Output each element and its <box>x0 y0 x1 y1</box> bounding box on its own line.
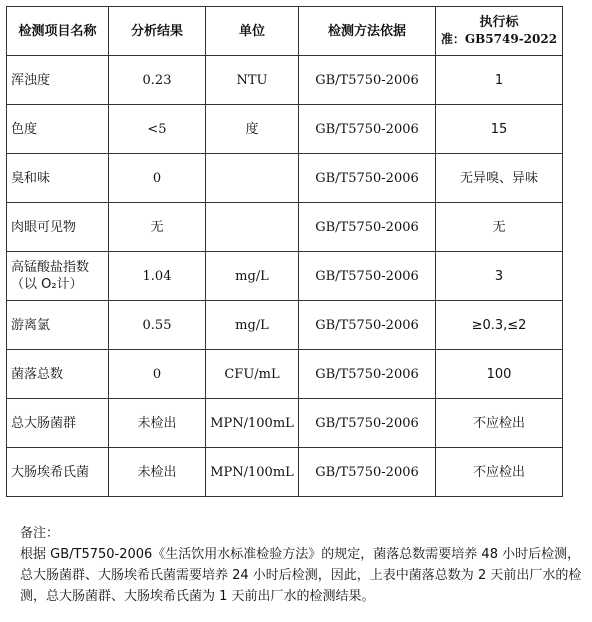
cell-standard: 不应检出 <box>436 448 563 497</box>
table-row <box>7 399 563 448</box>
table-row <box>7 301 563 350</box>
cell-standard: 100 <box>436 350 563 399</box>
cell-unit: MPN/100mL <box>206 448 299 497</box>
header-standard <box>436 7 563 56</box>
cell-standard: ≥0.3,≤2 <box>436 301 563 350</box>
cell-unit <box>206 154 299 203</box>
cell-unit <box>206 203 299 252</box>
table-row <box>7 203 563 252</box>
cell-item-name: 臭和味 <box>7 154 109 203</box>
table-row <box>7 350 563 399</box>
table-header-row <box>7 7 563 56</box>
cell-method: GB/T5750-2006 <box>299 105 436 154</box>
cell-result: 1.04 <box>109 252 206 301</box>
header-standard-line2: 准：GB5749-2022 <box>440 32 558 46</box>
table-row <box>7 105 563 154</box>
cell-result: 0.23 <box>109 56 206 105</box>
cell-method: GB/T5750-2006 <box>299 154 436 203</box>
cell-result: 0 <box>109 350 206 399</box>
cell-unit: CFU/mL <box>206 350 299 399</box>
cell-standard: 无异嗅、异味 <box>436 154 563 203</box>
cell-result: 0 <box>109 154 206 203</box>
header-result: 分析结果 <box>109 7 206 56</box>
cell-method: GB/T5750-2006 <box>299 56 436 105</box>
cell-item-name-line2: （以 O₂计） <box>11 277 83 292</box>
cell-standard: 不应检出 <box>436 399 563 448</box>
header-method: 检测方法依据 <box>299 7 436 56</box>
header-standard-line1: 执行标 <box>479 15 519 30</box>
notes-heading: 备注： <box>20 526 60 541</box>
cell-item-name <box>7 252 109 301</box>
cell-method: GB/T5750-2006 <box>299 448 436 497</box>
cell-method: GB/T5750-2006 <box>299 301 436 350</box>
notes-section <box>20 523 585 607</box>
cell-standard: 无 <box>436 203 563 252</box>
cell-result: 0.55 <box>109 301 206 350</box>
cell-unit: MPN/100mL <box>206 399 299 448</box>
notes-body: 根据 GB/T5750-2006《生活饮用水标准检验方法》的规定，菌落总数需要培养 48 小时后检测，总大肠菌群、大肠埃希氏菌需要培养 24 小时后检测，因此，上表中菌落总数为 2 天前出厂水的检测，总大肠菌群、大肠埃希氏菌为 1 天前出厂水的检测结果。 <box>20 547 582 604</box>
cell-unit: 度 <box>206 105 299 154</box>
table-row <box>7 154 563 203</box>
table-row <box>7 56 563 105</box>
cell-item-name: 游离氯 <box>7 301 109 350</box>
cell-method: GB/T5750-2006 <box>299 203 436 252</box>
cell-result: 未检出 <box>109 399 206 448</box>
cell-standard: 1 <box>436 56 563 105</box>
cell-method: GB/T5750-2006 <box>299 252 436 301</box>
cell-standard: 3 <box>436 252 563 301</box>
cell-method: GB/T5750-2006 <box>299 350 436 399</box>
table-row <box>7 252 563 301</box>
header-unit: 单位 <box>206 7 299 56</box>
cell-item-name: 总大肠菌群 <box>7 399 109 448</box>
results-table <box>6 6 563 497</box>
table-row <box>7 448 563 497</box>
cell-unit: NTU <box>206 56 299 105</box>
cell-unit: mg/L <box>206 301 299 350</box>
cell-result: 未检出 <box>109 448 206 497</box>
header-item-name: 检测项目名称 <box>7 7 109 56</box>
cell-item-name: 色度 <box>7 105 109 154</box>
cell-item-name: 浑浊度 <box>7 56 109 105</box>
cell-item-name: 大肠埃希氏菌 <box>7 448 109 497</box>
cell-item-name: 肉眼可见物 <box>7 203 109 252</box>
cell-result: <5 <box>109 105 206 154</box>
cell-result: 无 <box>109 203 206 252</box>
cell-method: GB/T5750-2006 <box>299 399 436 448</box>
cell-item-name: 菌落总数 <box>7 350 109 399</box>
cell-standard: 15 <box>436 105 563 154</box>
cell-unit: mg/L <box>206 252 299 301</box>
cell-item-name-line1: 高锰酸盐指数 <box>11 260 90 275</box>
